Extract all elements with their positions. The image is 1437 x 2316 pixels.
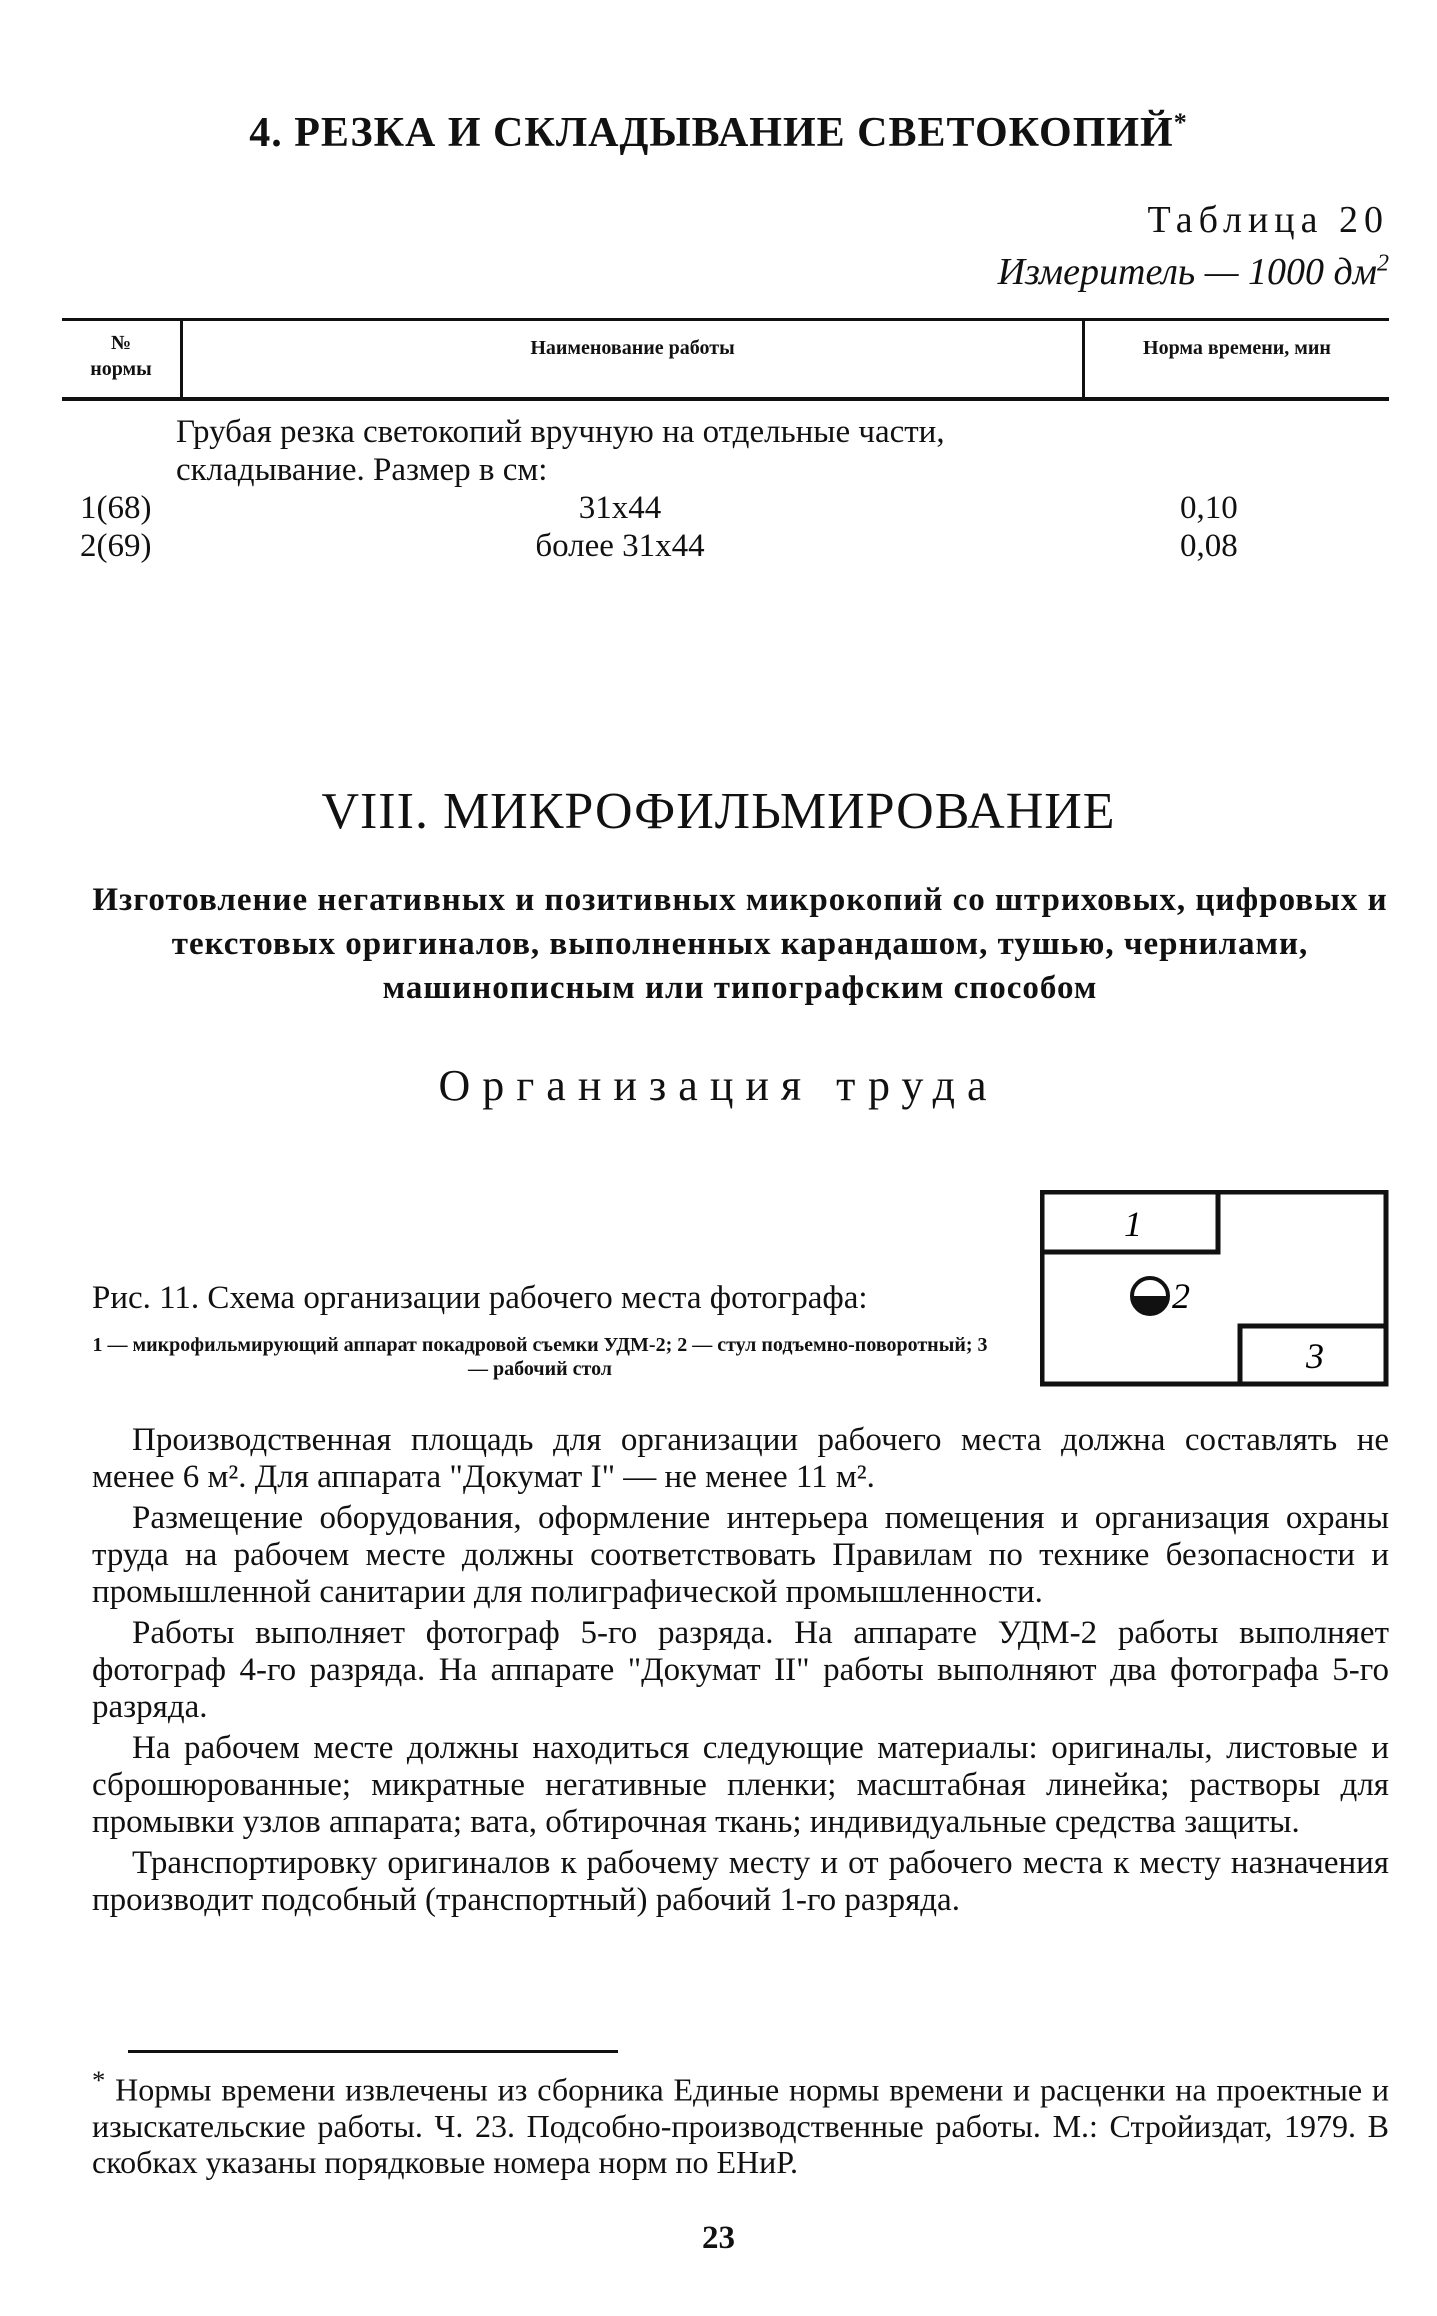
footnote-text: Нормы времени извлечены из сборника Единые нормы времени и расценки на проектные и изыскательские работы. Ч. 23. Подсобно-производственные работы. М.: Стройиздат, 1979. В скобках указаны порядковые номера норм по ЕНиР. (92, 2071, 1390, 2180)
table-header-rule (62, 397, 1389, 401)
paragraph: Размещение оборудования, оформление интерьера помещения и организация охраны труда на рабочем месте должны соответствовать Правилам по технике безопасности и промышленной санитарии для полиграфической промышленности. (92, 1500, 1389, 1610)
footnote-mark: * (92, 2065, 106, 2095)
table-row-num: 1(68) (80, 490, 152, 526)
chapter-subtitle: Изготовление негативных и позитивных микрокопий со штриховых, цифровых и текстовых оригиналов, выполненных карандашом, тушью, чернилами, машинописным или типографским способом (92, 882, 1388, 1006)
figure-caption: Рис. 11. Схема организации рабочего места фотографа: (92, 1280, 868, 1316)
paragraph: Транспортировку оригиналов к рабочему месту и от рабочего места к месту назначения производит подсобный (транспортный) рабочий 1-го разряда. (92, 1845, 1389, 1918)
page-number: 23 (702, 2220, 735, 2256)
paragraph: Производственная площадь для организации рабочего места должна составлять не менее 6 м². Для аппарата "Докумат I" — не менее 11 м². (92, 1422, 1389, 1495)
section-title: 4. РЕЗКА И СКЛАДЫВАНИЕ СВЕТОКОПИЙ* (249, 108, 1188, 156)
table-row-num: 2(69) (80, 528, 152, 564)
figure-legend: 1 — микрофильмирующий аппарат покадровой съемки УДМ-2; 2 — стул подъемно-поворотный; 3 — рабочий стол (92, 1334, 988, 1380)
table-row-name: более 31x44 (535, 528, 705, 564)
header-time: Норма времени, мин (1143, 337, 1331, 359)
paragraph: Работы выполняет фотограф 5-го разряда. На аппарате УДМ-2 работы выполняет фотограф 4-го разряда. На аппарате "Докумат II" работы выполняют два фотографа 5-го разряда. (92, 1615, 1389, 1725)
org-heading: Организация труда (438, 1061, 999, 1110)
header-name: Наименование работы (530, 337, 735, 359)
diagram-label-2: 2 (1172, 1276, 1190, 1316)
table-row-time: 0,08 (1180, 528, 1238, 564)
body-text (92, 1422, 1389, 1923)
header-num: № нормы (90, 332, 152, 380)
table-row-name: 31x44 (578, 490, 662, 526)
footnote-rule (128, 2050, 618, 2053)
room-outline (1042, 1192, 1386, 1384)
chapter-title: VIII. МИКРОФИЛЬМИРОВАНИЕ (321, 783, 1116, 840)
table-top-rule (62, 318, 1389, 321)
workplace-diagram (1040, 1190, 1390, 1390)
table-label: Таблица 20 (1147, 199, 1389, 241)
footnote (92, 2062, 1389, 2180)
diagram-label-1: 1 (1124, 1204, 1142, 1244)
table-row-time: 0,10 (1180, 490, 1238, 526)
paragraph: На рабочем месте должны находиться следующие материалы: оригиналы, листовые и сброшюрованные; микратные негативные пленки; масштабная линейка; растворы для промывки узлов аппарата; вата, обтирочная ткань; индивидуальные средства защиты. (92, 1730, 1389, 1840)
diagram-label-3: 3 (1306, 1336, 1324, 1376)
table-group-title: Грубая резка светокопий вручную на отдельные части, складывание. Размер в см: (176, 414, 945, 488)
table-measure: Измеритель — 1000 $дм^2$ (997, 250, 1389, 293)
